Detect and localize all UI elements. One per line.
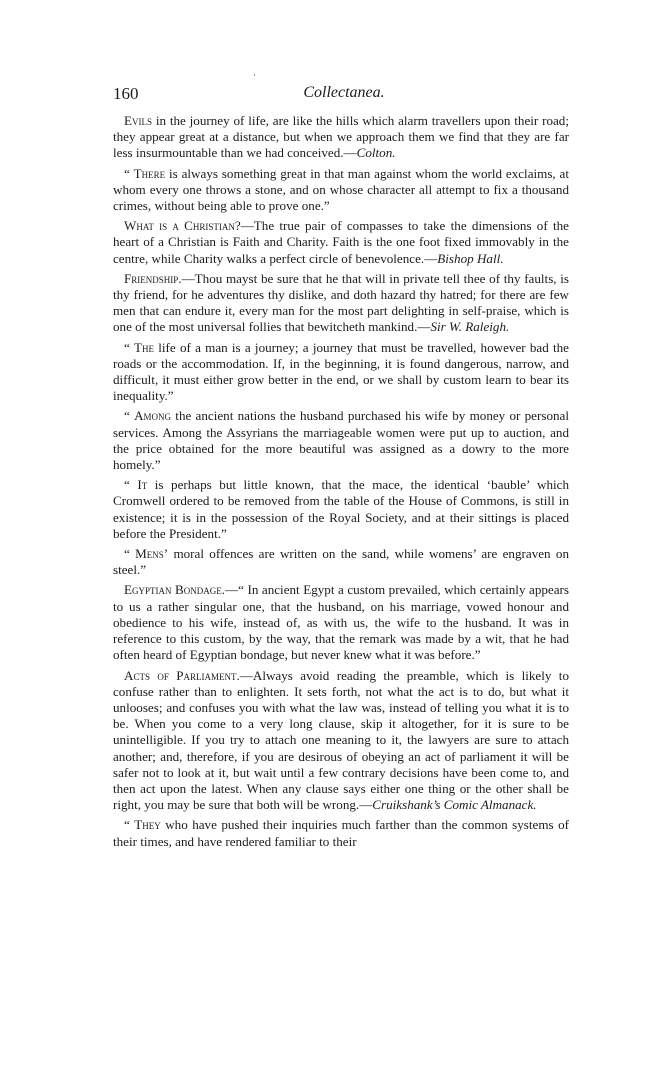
paragraph-lead: Acts of Parliament. <box>124 667 240 683</box>
paragraph-acts-of-parliament <box>113 668 569 814</box>
paragraph-lead: What is a Christian? <box>124 218 241 234</box>
paragraph-lead: There <box>133 165 166 181</box>
paragraph-lead: They <box>134 817 161 833</box>
paragraph-attribution: Cruikshank’s Comic Almanack. <box>372 797 537 813</box>
paragraph-they <box>113 817 569 849</box>
paragraph-text: —Thou mayst be sure that he that will in private tell thee of thy faults, is thy friend, for he adventures thy dislike, and doth hazard thy hatred; for there are few men that can endure it, every man for the most part delighting in self-praise, which is one of the most universal follies that bewitcheth mankind.— <box>113 270 569 335</box>
paragraph-christian <box>113 218 569 267</box>
header-mark: · <box>253 70 256 80</box>
running-title: Collectanea. <box>303 84 385 101</box>
paragraph-friendship <box>113 271 569 336</box>
paragraph-text: moral offences are written on the sand, while womens’ are engraven on steel.” <box>113 546 569 578</box>
paragraph-journey <box>113 340 569 405</box>
paragraph-lead: Among <box>134 408 172 424</box>
paragraph-attribution: Colton. <box>356 145 396 161</box>
paragraph-evils <box>113 113 569 162</box>
paragraph-lead: It <box>137 477 148 493</box>
open-quote: “ <box>124 165 134 181</box>
open-quote: “ <box>124 408 135 424</box>
paragraph-text: is perhaps but little known, that the mace, the identical ‘bauble’ which Cromwell ordered to be removed from the table of the House of Commons, is still in existence; it is in the possession of the Royal Society, and at their sittings is placed before the President.” <box>113 477 569 541</box>
paragraph-text: —The true pair of compasses to take the dimensions of the heart of a Christian is Faith and Charity. Faith is the one foot fixed immovably in the centre, while Charity walks a perfect circle of benevolence.— <box>113 218 569 266</box>
paragraph-text: —Always avoid reading the preamble, which is likely to confuse rather than to enlighten. It sets forth, not what the act is to do, but what it unlooses; and confuses you with what the law was, instead of telling you what it is to be. When you come to a very long clause, skip it altogether, for it is sure to be unintelligible. If you try to attach one meaning to it, the lawyers are sure to attach another; and, therefore, if you are desirous of obeying an act of parliament it will be safer not to look at it, but wait until a few contrary decisions have been come to, and then act upon the latest. When any clause says either one thing or the other shall be right, you may be sure that both will be wrong.— <box>113 667 569 813</box>
paragraph-there <box>113 166 569 215</box>
open-quote: “ <box>124 546 136 562</box>
page-number: 160 <box>113 84 139 103</box>
paragraph-text: is always something great in that man against whom the world exclaims, at whom every one throws a stone, and on whose character all attempt to fix a thousand crimes, without being able to prove one.” <box>113 165 569 214</box>
open-quote: “ <box>124 339 135 355</box>
paragraph-mace <box>113 477 569 542</box>
open-quote: “ <box>124 477 138 493</box>
paragraph-attribution: Sir W. Raleigh. <box>430 319 510 335</box>
page-header <box>113 70 575 106</box>
paragraph-mens-offences <box>113 546 569 578</box>
open-quote: “ <box>124 817 135 833</box>
paragraph-text: life of a man is a journey; a journey that must be travelled, however bad the roads or the accommodation. If, in the beginning, it is found dangerous, narrow, and difficult, it must either grow better in the end, or we shall by custom learn to bear its inequality.” <box>113 339 569 404</box>
paragraph-text: in the journey of life, are like the hills which alarm travellers upon their road; they appear great at a distance, but when we approach them we find that they are far less insurmountable than we had conceived.— <box>113 113 569 161</box>
paragraph-ancient-nations <box>113 408 569 473</box>
paragraph-egyptian-bondage <box>113 582 569 663</box>
paragraph-text: the ancient nations the husband purchased his wife by money or personal services. Among the Assyrians the marriageable women were put up to auction, and the price obtained for the more beautiful was assigned as a dowry to the more homely.” <box>113 408 569 473</box>
paragraph-lead: Friendship. <box>124 270 182 286</box>
paragraph-lead: Mens’ <box>135 546 169 562</box>
paragraph-text: —“ In ancient Egypt a custom prevailed, which certainly appears to us a rather singular one, that the husband, on his marriage, vowed honour and obedience to his wife, instead of, as with us, the wife to the husband. It was in reference to this custom, by the way, that the remark was made by a wit, that he had often heard of Egyptian bondage, but never knew what it was before.” <box>113 582 569 663</box>
paragraph-lead: Evils <box>124 113 152 128</box>
body-text <box>113 113 569 854</box>
paragraph-lead: The <box>134 339 155 355</box>
paragraph-lead: Egyptian Bondage. <box>124 582 226 598</box>
paragraph-text: who have pushed their inquiries much farther than the common systems of their times, and have rendered familiar to their <box>113 817 569 849</box>
paragraph-attribution: Bishop Hall. <box>437 250 504 266</box>
